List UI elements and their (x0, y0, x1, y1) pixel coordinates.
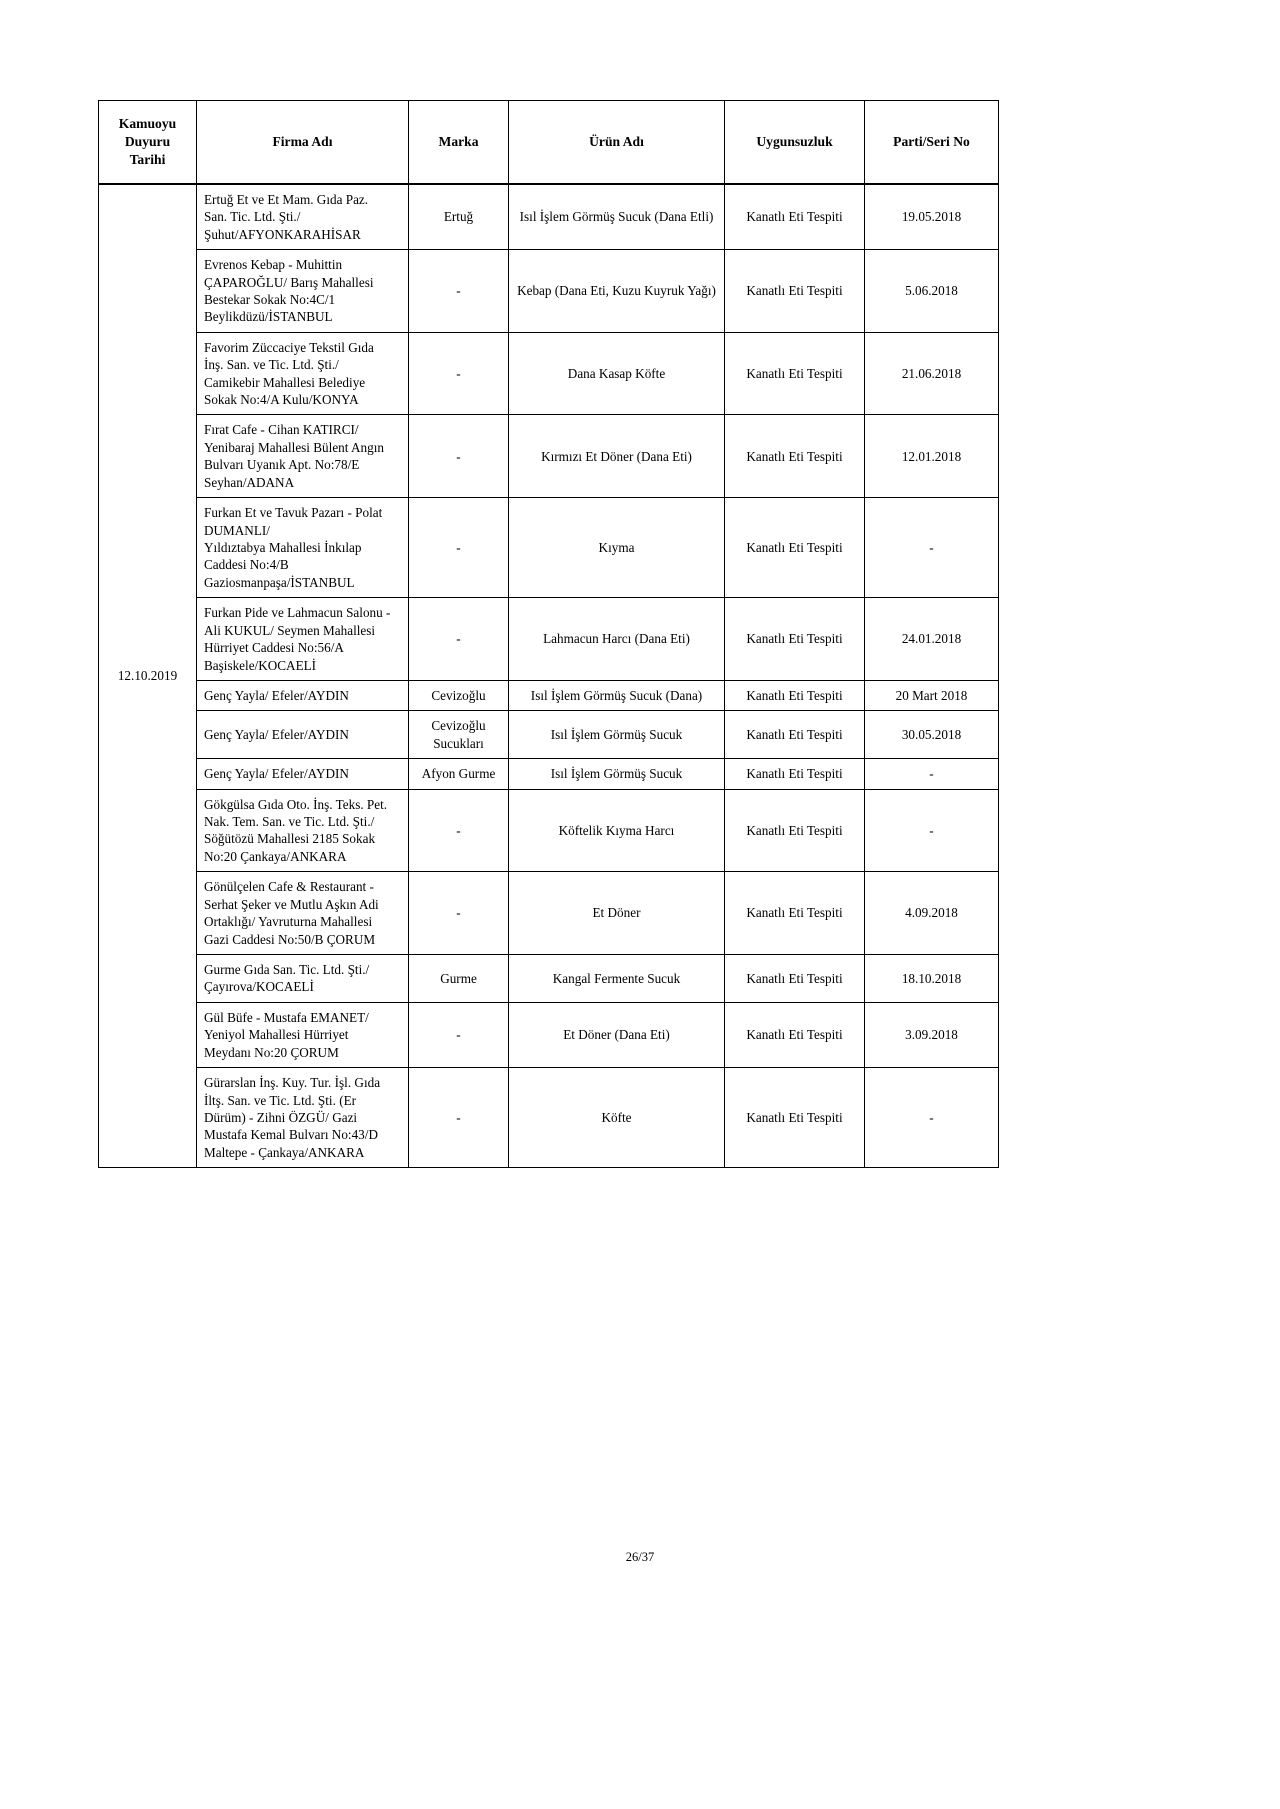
cell-product: Isıl İşlem Görmüş Sucuk (509, 711, 725, 759)
company-name-line: Serhat Şeker ve Mutlu Aşkın Adi (204, 896, 379, 912)
company-name-line: Gönülçelen Cafe & Restaurant - (204, 879, 374, 895)
cell-batch-serial: 20 Mart 2018 (865, 680, 999, 710)
table-row (99, 759, 999, 789)
column-header-company: Firma Adı (197, 101, 409, 184)
cell-noncompliance: Kanatlı Eti Tespiti (725, 759, 865, 789)
cell-company-name (197, 1002, 409, 1067)
company-name-line: Maltepe - Çankaya/ANKARA (204, 1144, 365, 1160)
cell-batch-serial: 24.01.2018 (865, 598, 999, 681)
cell-brand: - (409, 415, 509, 498)
cell-company-name (197, 872, 409, 955)
column-header-brand: Marka (409, 101, 509, 184)
cell-noncompliance: Kanatlı Eti Tespiti (725, 184, 865, 250)
cell-brand: - (409, 250, 509, 333)
cell-noncompliance: Kanatlı Eti Tespiti (725, 498, 865, 598)
cell-product: Et Döner (509, 872, 725, 955)
column-header-date-line1: Kamuoyu (118, 116, 177, 131)
cell-noncompliance: Kanatlı Eti Tespiti (725, 789, 865, 872)
cell-noncompliance: Kanatlı Eti Tespiti (725, 598, 865, 681)
cell-batch-serial: - (865, 759, 999, 789)
cell-product: Isıl İşlem Görmüş Sucuk (Dana Etli) (509, 184, 725, 250)
cell-noncompliance: Kanatlı Eti Tespiti (725, 1068, 865, 1168)
cell-company-name (197, 759, 409, 789)
cell-company-name (197, 1068, 409, 1168)
table-row (99, 415, 999, 498)
company-name-line: İltş. San. ve Tic. Ltd. Şti. (Er (204, 1092, 357, 1108)
company-name-line: Furkan Pide ve Lahmacun Salonu - (204, 605, 391, 621)
company-name-line: Dürüm) - Zihni ÖZGÜ/ Gazi (204, 1109, 358, 1125)
company-name-line: Gaziosmanpaşa/İSTANBUL (204, 574, 355, 590)
table-row (99, 872, 999, 955)
cell-batch-serial: - (865, 498, 999, 598)
company-name-line: Bulvarı Uyanık Apt. No:78/E (204, 457, 360, 473)
company-name-line: Gül Büfe - Mustafa EMANET/ (204, 1009, 369, 1025)
cell-batch-serial: 3.09.2018 (865, 1002, 999, 1067)
company-name-line: ÇAPAROĞLU/ Barış Mahallesi (204, 274, 374, 290)
cell-announcement-date: 12.10.2019 (99, 184, 197, 1168)
company-name-line: Gürarslan İnş. Kuy. Tur. İşl. Gıda (204, 1075, 381, 1091)
column-header-noncompliance: Uygunsuzluk (725, 101, 865, 184)
table-row (99, 955, 999, 1003)
cell-brand: - (409, 872, 509, 955)
cell-company-name (197, 680, 409, 710)
cell-noncompliance: Kanatlı Eti Tespiti (725, 955, 865, 1003)
company-name-line: Genç Yayla/ Efeler/AYDIN (204, 766, 349, 782)
company-name-line: Çayırova/KOCAELİ (204, 979, 314, 995)
company-name-line: Başiskele/KOCAELİ (204, 657, 317, 673)
cell-product: Kangal Fermente Sucuk (509, 955, 725, 1003)
cell-company-name (197, 250, 409, 333)
company-name-line: Caddesi No:4/B (204, 557, 289, 573)
company-name-line: Mustafa Kemal Bulvarı No:43/D (204, 1127, 378, 1143)
cell-brand: - (409, 498, 509, 598)
company-name-line: Sokak No:4/A Kulu/KONYA (204, 392, 359, 408)
table-row (99, 184, 999, 250)
cell-brand: - (409, 332, 509, 415)
cell-batch-serial: 30.05.2018 (865, 711, 999, 759)
cell-company-name (197, 498, 409, 598)
cell-company-name (197, 415, 409, 498)
company-name-line: İnş. San. ve Tic. Ltd. Şti./ (204, 357, 339, 373)
column-header-date-line2: Duyuru Tarihi (124, 133, 171, 167)
cell-batch-serial: 21.06.2018 (865, 332, 999, 415)
company-name-line: San. Tic. Ltd. Şti./ (204, 209, 301, 225)
company-name-line: Ertuğ Et ve Et Mam. Gıda Paz. (204, 191, 369, 207)
cell-batch-serial: 4.09.2018 (865, 872, 999, 955)
company-name-line: Evrenos Kebap - Muhittin (204, 257, 343, 273)
cell-noncompliance: Kanatlı Eti Tespiti (725, 332, 865, 415)
company-name-line: Söğütözü Mahallesi 2185 Sokak (204, 831, 376, 847)
cell-noncompliance: Kanatlı Eti Tespiti (725, 711, 865, 759)
company-name-line: Yıldıztabya Mahallesi İnkılap (204, 539, 362, 555)
company-name-line: Şuhut/AFYONKARAHİSAR (204, 226, 361, 242)
column-header-announcement-date (99, 101, 197, 184)
cell-product: Kebap (Dana Eti, Kuzu Kuyruk Yağı) (509, 250, 725, 333)
cell-noncompliance: Kanatlı Eti Tespiti (725, 415, 865, 498)
cell-noncompliance: Kanatlı Eti Tespiti (725, 680, 865, 710)
cell-product: Lahmacun Harcı (Dana Eti) (509, 598, 725, 681)
table-row (99, 711, 999, 759)
cell-batch-serial: 18.10.2018 (865, 955, 999, 1003)
cell-product: Kıyma (509, 498, 725, 598)
table-header (99, 101, 999, 184)
column-header-batch-serial: Parti/Seri No (865, 101, 999, 184)
cell-batch-serial: - (865, 789, 999, 872)
company-name-line: Beylikdüzü/İSTANBUL (204, 309, 333, 325)
cell-company-name (197, 711, 409, 759)
cell-batch-serial: - (865, 1068, 999, 1168)
company-name-line: Gurme Gıda San. Tic. Ltd. Şti./ (204, 962, 370, 977)
cell-brand: - (409, 789, 509, 872)
cell-company-name (197, 598, 409, 681)
table-row (99, 789, 999, 872)
cell-product: Et Döner (Dana Eti) (509, 1002, 725, 1067)
cell-product: Kırmızı Et Döner (Dana Eti) (509, 415, 725, 498)
company-name-line: Gazi Caddesi No:50/B ÇORUM (204, 931, 376, 947)
table-row (99, 250, 999, 333)
cell-batch-serial: 19.05.2018 (865, 184, 999, 250)
company-name-line: Nak. Tem. San. ve Tic. Ltd. Şti./ (204, 814, 375, 830)
cell-noncompliance: Kanatlı Eti Tespiti (725, 250, 865, 333)
cell-batch-serial: 12.01.2018 (865, 415, 999, 498)
cell-brand: - (409, 1068, 509, 1168)
table-row (99, 498, 999, 598)
table-row (99, 598, 999, 681)
cell-brand: - (409, 598, 509, 681)
cell-brand: Cevizoğlu Sucukları (409, 711, 509, 759)
company-name-line: Seyhan/ADANA (204, 474, 295, 490)
company-name-line: Hürriyet Caddesi No:56/A (204, 640, 344, 656)
company-name-line: Fırat Cafe - Cihan KATIRCI/ (204, 422, 359, 438)
table-row (99, 680, 999, 710)
page-number: 26/37 (625, 1550, 655, 1564)
table-header-row (99, 101, 999, 184)
company-name-line: No:20 Çankaya/ANKARA (204, 848, 347, 864)
cell-product: Köfte (509, 1068, 725, 1168)
company-name-line: Furkan Et ve Tavuk Pazarı - Polat (204, 505, 383, 521)
table-row (99, 1002, 999, 1067)
cell-product: Dana Kasap Köfte (509, 332, 725, 415)
compliance-table (98, 100, 999, 1168)
column-header-product: Ürün Adı (509, 101, 725, 184)
cell-batch-serial: 5.06.2018 (865, 250, 999, 333)
company-name-line: Yenibaraj Mahallesi Bülent Angın (204, 439, 384, 455)
company-name-line: Genç Yayla/ Efeler/AYDIN (204, 727, 349, 743)
cell-product: Köftelik Kıyma Harcı (509, 789, 725, 872)
cell-noncompliance: Kanatlı Eti Tespiti (725, 1002, 865, 1067)
company-name-line: Bestekar Sokak No:4C/1 (204, 291, 336, 307)
compliance-table-container (98, 100, 998, 1168)
cell-brand: - (409, 1002, 509, 1067)
cell-noncompliance: Kanatlı Eti Tespiti (725, 872, 865, 955)
company-name-line: Ali KUKUL/ Seymen Mahallesi (204, 622, 376, 638)
cell-company-name (197, 789, 409, 872)
cell-product: Isıl İşlem Görmüş Sucuk (Dana) (509, 680, 725, 710)
company-name-line: Favorim Züccaciye Tekstil Gıda (204, 339, 374, 355)
cell-company-name (197, 332, 409, 415)
cell-brand: Afyon Gurme (409, 759, 509, 789)
table-body (99, 184, 999, 1168)
company-name-line: DUMANLI/ (204, 522, 270, 538)
company-name-line: Genç Yayla/ Efeler/AYDIN (204, 687, 349, 703)
company-name-line: Gökgülsa Gıda Oto. İnş. Teks. Pet. (204, 796, 388, 812)
company-name-line: Camikebir Mahallesi Belediye (204, 374, 366, 390)
cell-product: Isıl İşlem Görmüş Sucuk (509, 759, 725, 789)
company-name-line: Meydanı No:20 ÇORUM (204, 1044, 339, 1060)
cell-company-name (197, 955, 409, 1003)
table-row (99, 1068, 999, 1168)
cell-brand: Cevizoğlu (409, 680, 509, 710)
cell-brand: Gurme (409, 955, 509, 1003)
table-row (99, 332, 999, 415)
cell-company-name (197, 184, 409, 250)
cell-brand: Ertuğ (409, 184, 509, 250)
company-name-line: Ortaklığı/ Yavruturna Mahallesi (204, 914, 373, 930)
company-name-line: Yeniyol Mahallesi Hürriyet (204, 1027, 349, 1043)
